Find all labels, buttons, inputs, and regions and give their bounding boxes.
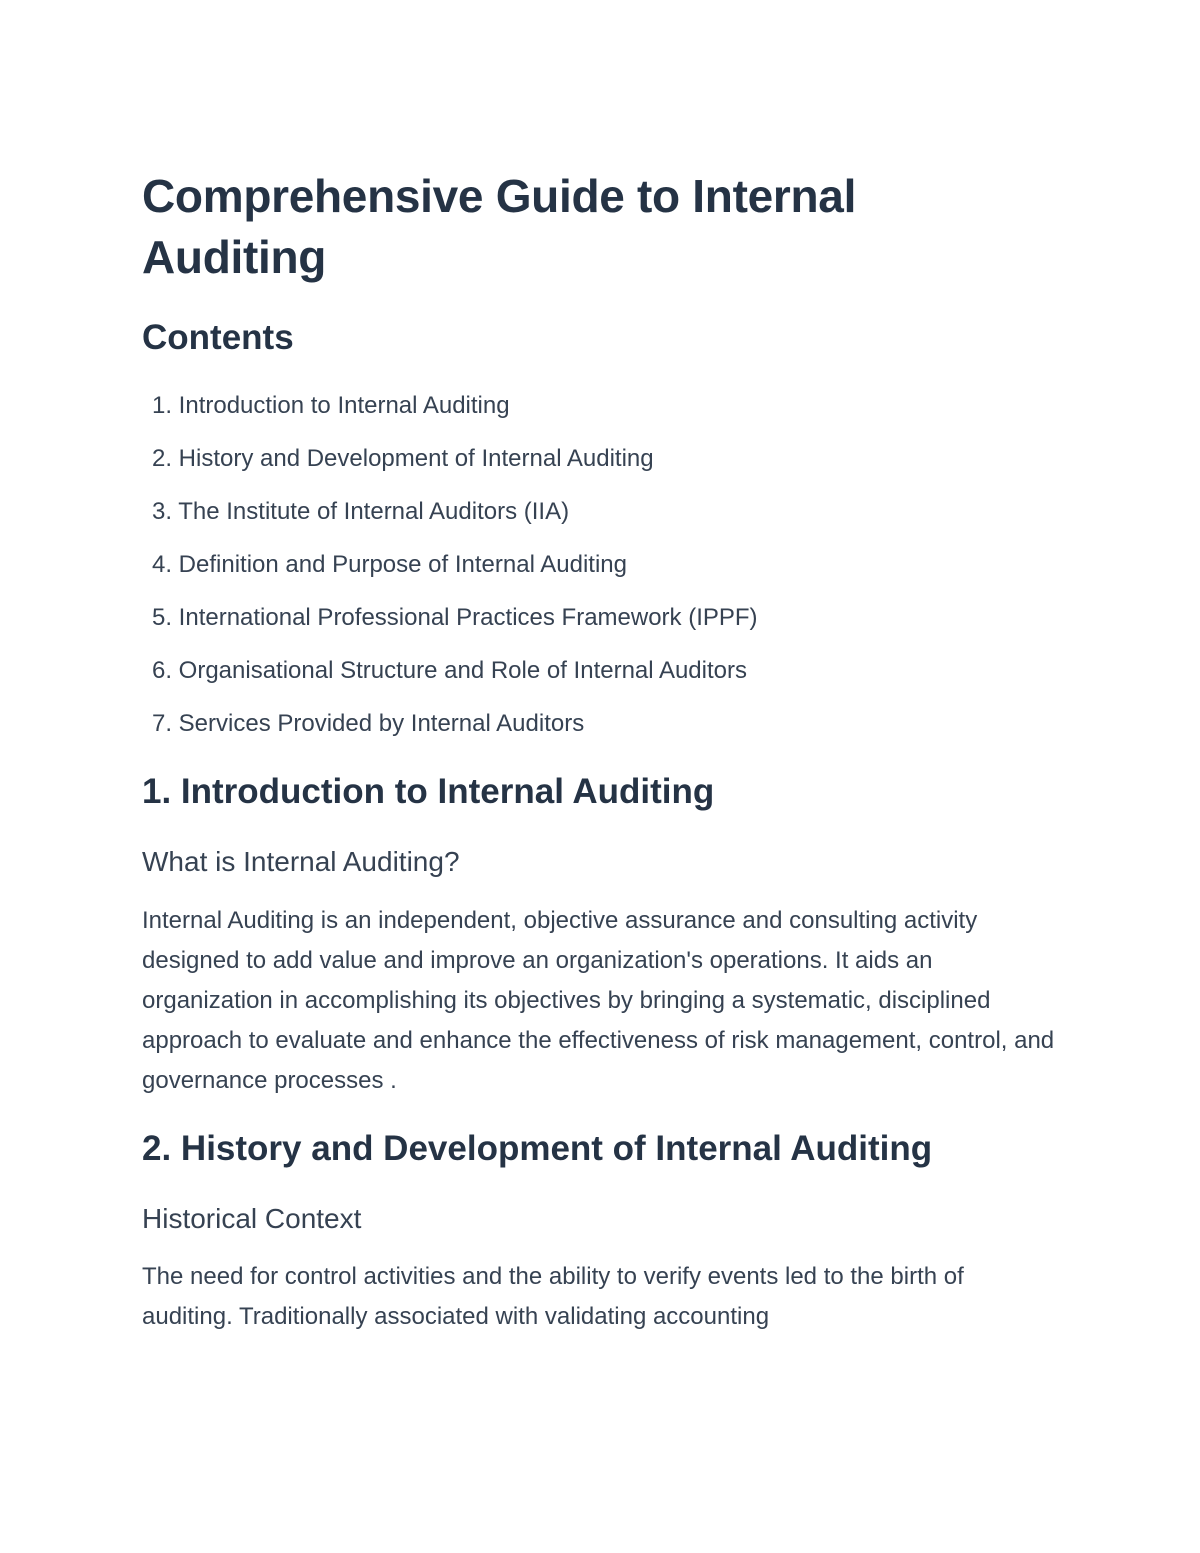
toc-item-4[interactable] bbox=[142, 545, 758, 598]
toc-number: 1. bbox=[151, 392, 172, 419]
paragraph-introduction: Internal Auditing is an independent, objective assurance and consulting activity designed to add value and improve an organization's operations. It aids an organization in accomplishing its objectives by bringing a systematic, disciplined approach to evaluate and enhance the effectiveness of risk management, control, and governance processes . bbox=[142, 907, 1055, 1094]
contents-heading: Contents bbox=[142, 318, 294, 357]
toc-item-2[interactable] bbox=[142, 439, 758, 492]
toc-label: Definition and Purpose of Internal Auditing bbox=[178, 551, 627, 578]
table-of-contents bbox=[142, 386, 758, 757]
toc-label: The Institute of Internal Auditors (IIA) bbox=[178, 498, 570, 525]
toc-number: 5. bbox=[151, 604, 172, 631]
section-heading-introduction: 1. Introduction to Internal Auditing bbox=[142, 772, 715, 811]
toc-number: 7. bbox=[151, 710, 172, 737]
toc-number: 6. bbox=[151, 657, 172, 684]
section-heading-history: 2. History and Development of Internal Auditing bbox=[142, 1129, 933, 1168]
toc-label: Services Provided by Internal Auditors bbox=[178, 710, 585, 737]
toc-label: International Professional Practices Framework (IPPF) bbox=[178, 604, 758, 631]
toc-number: 3. bbox=[151, 498, 172, 525]
toc-item-3[interactable] bbox=[142, 492, 758, 545]
toc-label: Organisational Structure and Role of Internal Auditors bbox=[178, 657, 747, 684]
subheading-historical-context: Historical Context bbox=[142, 1203, 362, 1234]
toc-item-6[interactable] bbox=[142, 651, 758, 704]
toc-item-1[interactable] bbox=[142, 386, 758, 439]
toc-number: 2. bbox=[151, 445, 172, 472]
toc-item-7[interactable] bbox=[142, 704, 758, 757]
toc-item-5[interactable] bbox=[142, 598, 758, 651]
toc-number: 4. bbox=[151, 551, 172, 578]
toc-label: Introduction to Internal Auditing bbox=[178, 392, 510, 419]
subheading-what-is-internal-auditing: What is Internal Auditing? bbox=[142, 846, 460, 877]
toc-label: History and Development of Internal Auditing bbox=[178, 445, 654, 472]
paragraph-history: The need for control activities and the ability to verify events led to the birth of auditing. Traditionally associated with validating accounting bbox=[142, 1263, 964, 1330]
document-title: Comprehensive Guide to Internal Auditing bbox=[142, 170, 857, 283]
